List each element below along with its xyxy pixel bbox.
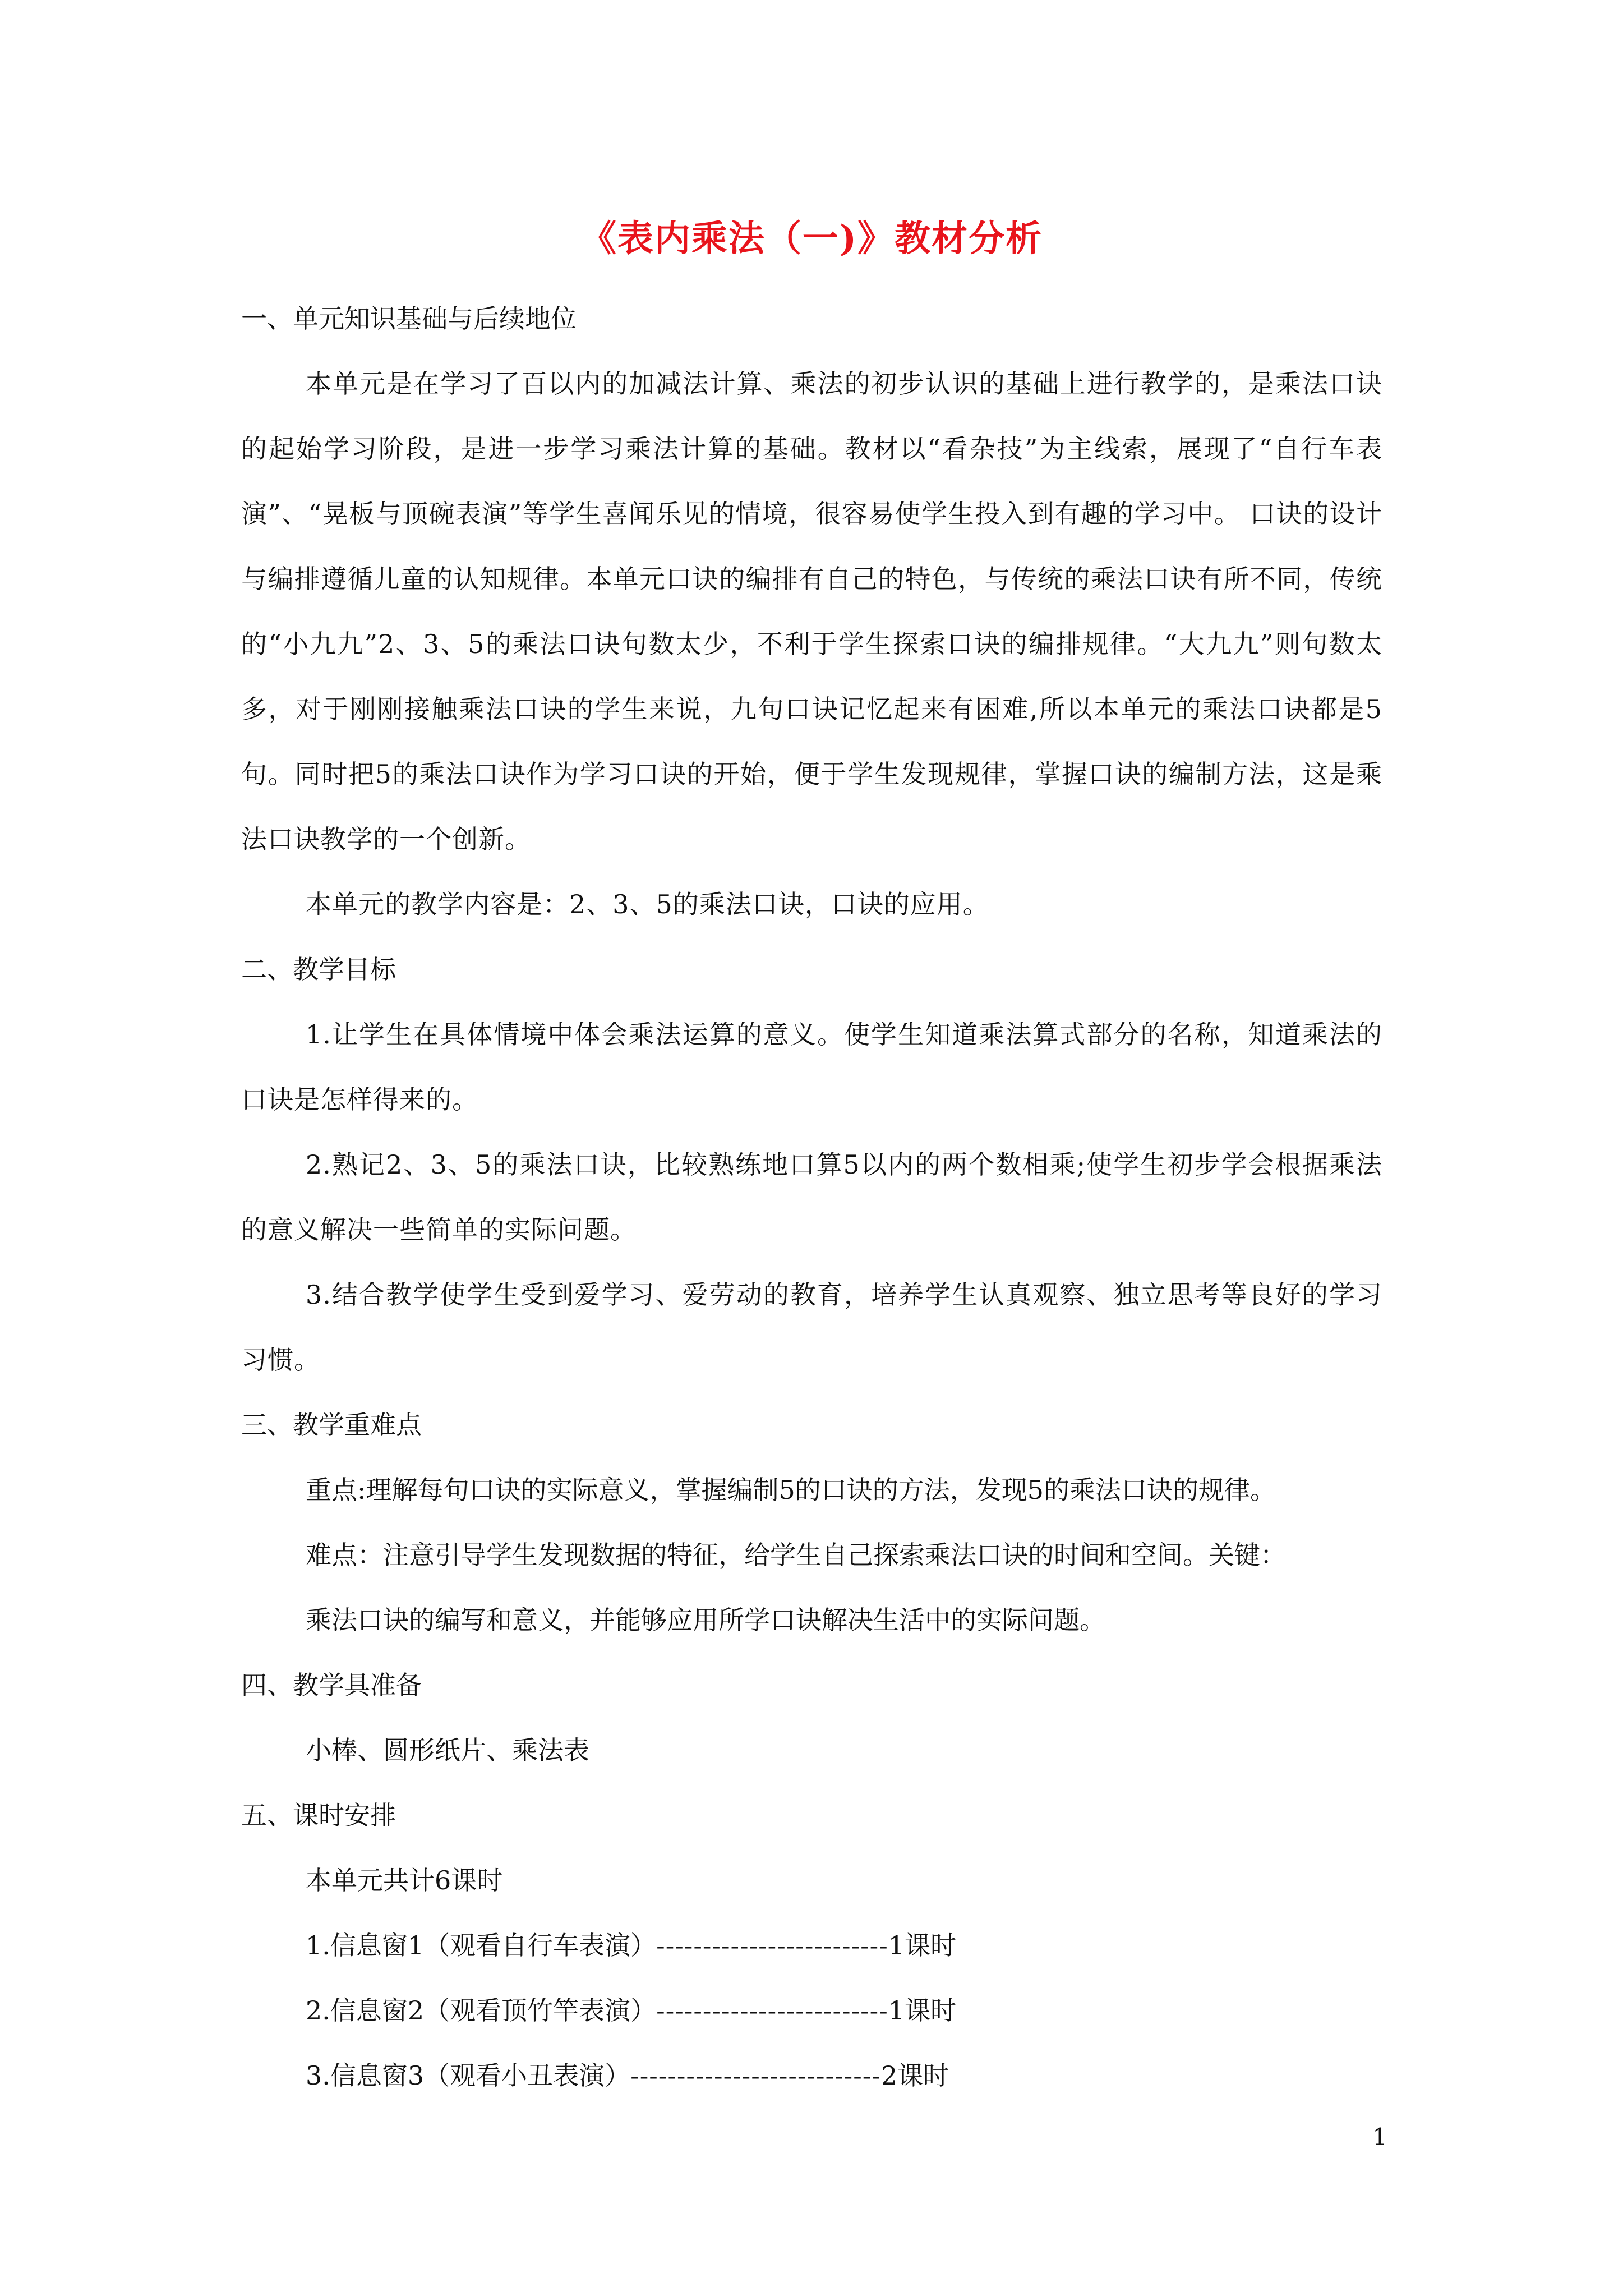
schedule-leader: -------------------------	[656, 1930, 888, 1961]
schedule-row-3	[241, 2043, 1382, 2108]
goal-1-paragraph: 1.让学生在具体情境中体会乘法运算的意义。使学生知道乘法算式部分的名称，知道乘法的口诀是怎样得来的。	[241, 1019, 1382, 1115]
section-heading-4: 四、教学具准备	[241, 1670, 422, 1700]
key-point-line: 重点:理解每句口诀的实际意义，掌握编制5的口诀的方法，发现5的乘法口诀的规律。	[306, 1475, 1276, 1505]
document-body	[241, 286, 1382, 2108]
section-heading-2: 二、教学目标	[241, 954, 396, 984]
section-1-paragraph-2: 本单元的教学内容是：2、3、5的乘法口诀，口诀的应用。	[306, 889, 989, 919]
schedule-leader: -------------------------	[656, 1995, 888, 2026]
schedule-label: 2.信息窗2（观看顶竹竿表演）	[306, 1995, 657, 2026]
key-line: 乘法口诀的编写和意义，并能够应用所学口诀解决生活中的实际问题。	[306, 1605, 1105, 1635]
schedule-label: 1.信息窗1（观看自行车表演）	[306, 1930, 657, 1961]
page-number: 1	[1372, 2123, 1387, 2151]
document-title: 《表内乘法（一)》教材分析	[580, 218, 1043, 260]
section-1-paragraph-1: 本单元是在学习了百以内的加减法计算、乘法的初步认识的基础上进行教学的，是乘法口诀的起始学习阶段，是进一步学习乘法计算的基础。教材以“看杂技”为主线索，展现了“自行车表演”、“晃板与顶碗表演”等学生喜闻乐见的情境，很容易使学生投入到有趣的学习中。 口诀的设计与编排遵循儿童的认知规律。本单元口诀的编排有自己的特色，与传统的乘法口诀有所不同，传统的“小九九”2、3、5的乘法口诀句数太少，不利于学生探索口诀的编排规律。“大九九”则句数太多，对于刚刚接触乘法口诀的学生来说，九句口诀记忆起来有困难,所以本单元的乘法口诀都是5句。同时把5的乘法口诀作为学习口诀的开始，便于学生发现规律，掌握口诀的编制方法，这是乘法口诀教学的一个创新。	[241, 369, 1382, 854]
materials-line: 小棒、圆形纸片、乘法表	[306, 1735, 589, 1765]
schedule-row-2	[241, 1978, 1382, 2043]
goal-3-paragraph: 3.结合教学使学生受到爱学习、爱劳动的教育，培养学生认真观察、独立思考等良好的学习习惯。	[241, 1280, 1382, 1375]
difficulty-line: 难点：注意引导学生发现数据的特征，给学生自己探索乘法口诀的时间和空间。关键：	[306, 1540, 1286, 1570]
goal-2-paragraph: 2.熟记2、3、5的乘法口诀，比较熟练地口算5以内的两个数相乘;使学生初步学会根据乘法的意义解决一些简单的实际问题。	[241, 1149, 1382, 1245]
schedule-leader: ---------------------------	[630, 2060, 881, 2091]
section-heading-1: 一、单元知识基础与后续地位	[241, 303, 577, 334]
schedule-hours: 1课时	[888, 1995, 957, 2026]
total-hours-line: 本单元共计6课时	[306, 1865, 503, 1895]
schedule-hours: 2课时	[880, 2060, 949, 2091]
schedule-label: 3.信息窗3（观看小丑表演）	[306, 2060, 631, 2091]
schedule-row-1	[241, 1913, 1382, 1978]
schedule-hours: 1课时	[888, 1930, 957, 1961]
section-heading-3: 三、教学重难点	[241, 1410, 422, 1440]
section-heading-5: 五、课时安排	[241, 1800, 396, 1830]
